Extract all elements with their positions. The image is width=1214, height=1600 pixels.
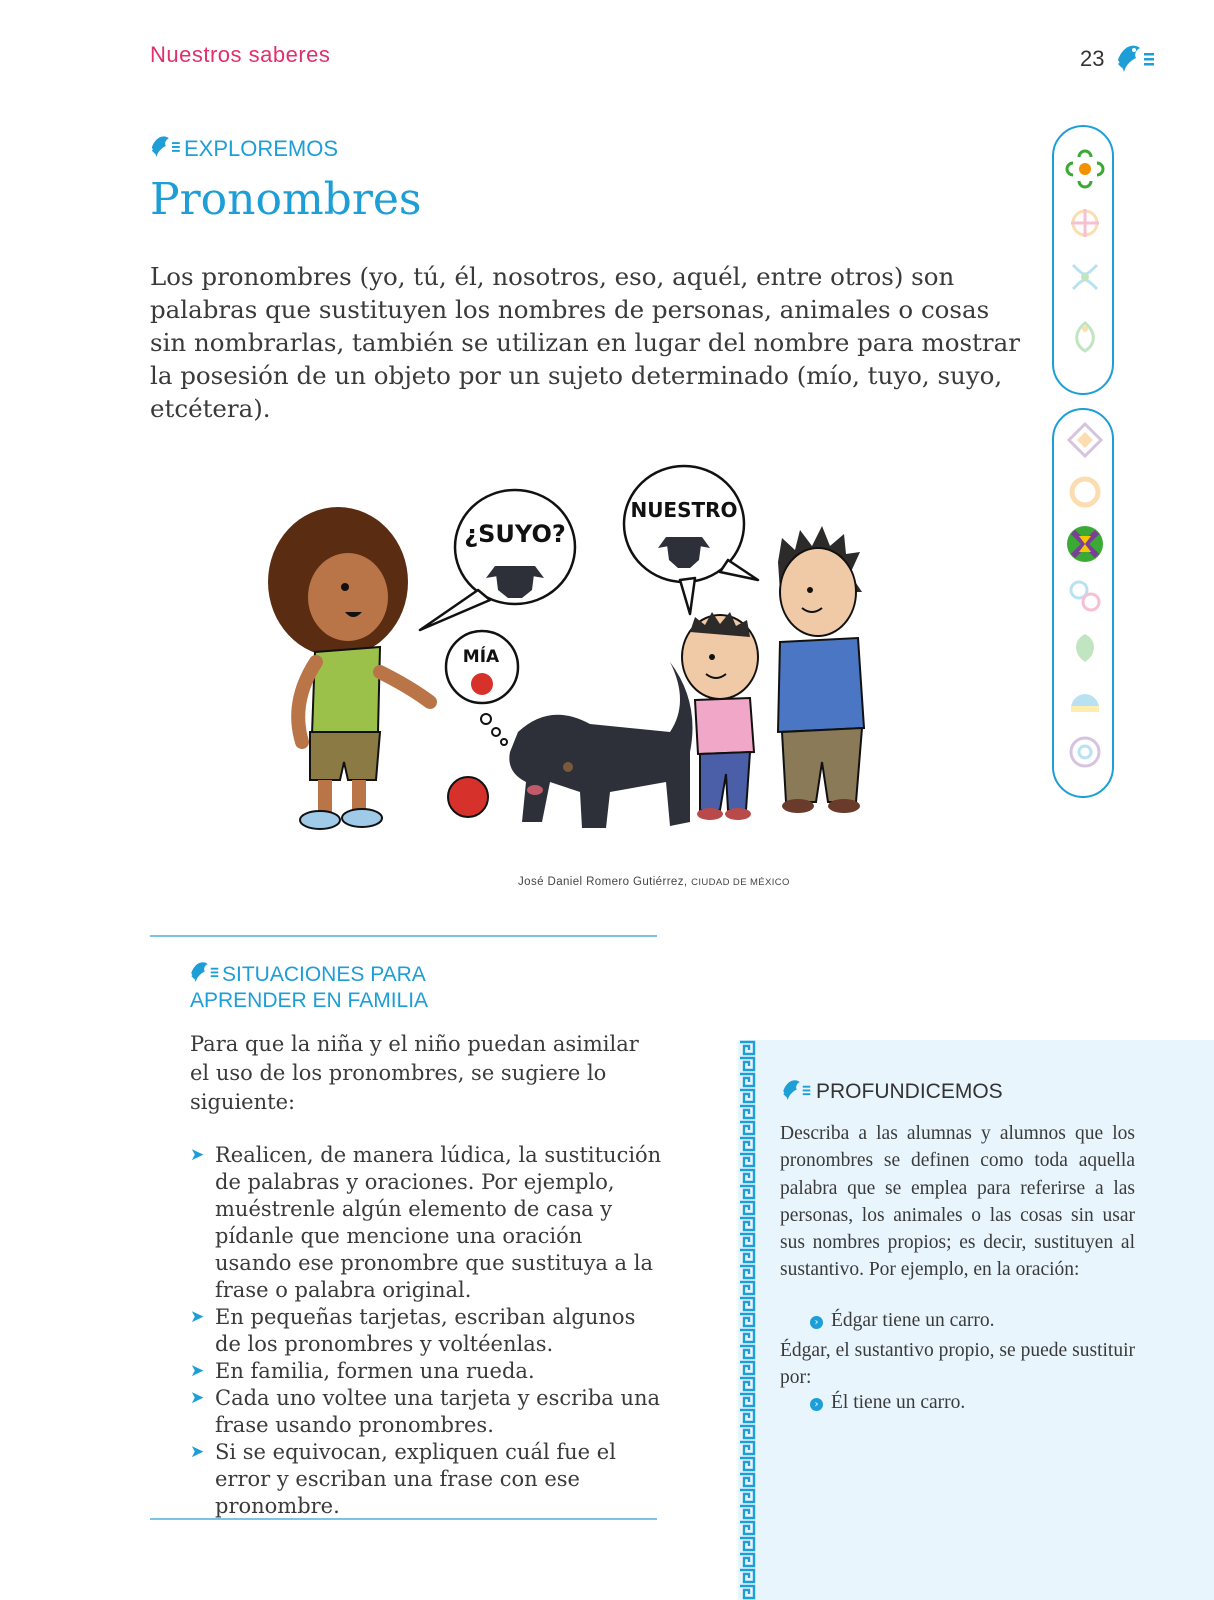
girl-figure [268, 507, 430, 829]
list-item: ➤ En familia, formen una rueda. [190, 1359, 535, 1383]
intro-paragraph: Los pronombres (yo, tú, él, nosotros, eso, aquél, entre otros) son palabras que sustituyen los nombres de personas, animales o cosas sin nombrarlas, también se utilizan en lugar del nombre para mostrar la posesión de un objeto por un sujeto determinado (mío, tuyo, suyo, etcétera). [150, 262, 1020, 423]
dog-figure [509, 662, 692, 828]
family-intro: Para que la niña y el niño puedan asimilar el uso de los pronombres, se sugiere lo siguiente: [190, 1032, 639, 1114]
family-label: SITUACIONES PARA APRENDER EN FAMILIA [190, 963, 429, 1012]
list-item: ➤ Cada uno voltee una tarjeta y escriba una frase usando pronombres. [190, 1386, 661, 1437]
page-number: 23 [1080, 46, 1105, 71]
bullet-icon: › [810, 1316, 823, 1329]
speech-bubble-nuestro [624, 466, 758, 614]
vida-saludable-icon [1065, 628, 1105, 668]
inclusion-icon [1065, 420, 1105, 460]
red-ball [448, 777, 488, 817]
arrow-icon: ➤ [190, 1388, 205, 1408]
artes-icon [1065, 732, 1105, 772]
greca-border [738, 1040, 756, 1600]
lectura-icon [1065, 680, 1105, 720]
pensamiento-critico-icon [1065, 472, 1105, 512]
speech-bubble-suyo [420, 490, 575, 630]
credit-place: CIUDAD DE MÉXICO [691, 877, 790, 888]
thought-bubble-mia [446, 631, 518, 745]
deepen-example-2: › Él tiene un carro. [810, 1392, 965, 1414]
divider-top [150, 935, 657, 937]
explore-label: EXPLOREMOS [184, 136, 339, 161]
hummingbird-icon [148, 132, 182, 160]
interculturalidad-icon [1065, 524, 1105, 564]
pronouns-illustration [250, 462, 910, 852]
divider-bottom [150, 1518, 657, 1520]
etica-icon [1065, 257, 1105, 297]
bullet-icon: › [810, 1398, 823, 1411]
tall-boy-figure [778, 526, 864, 813]
deepen-label: PROFUNDICEMOS [816, 1080, 1003, 1103]
campos-formativos-panel [1052, 125, 1114, 395]
list-item: ➤ Si se equivocan, expliquen cuál fue el error y escriban una frase con ese pronombre. [190, 1440, 616, 1518]
deepen-text-1: Describa a las alumnas y alumnos que los pronombres se definen como toda aquella palabra que se emplea para referirse a las personas, los animales o las cosas sin usar sus nombres propios; es decir, sustituyen al sustantivo. Por ejemplo, en la oración: [780, 1123, 1135, 1281]
hummingbird-icon [188, 958, 220, 985]
bubble-suyo-text: ¿SUYO? [464, 520, 566, 548]
arrow-icon: ➤ [190, 1442, 205, 1462]
lenguajes-icon [1065, 149, 1105, 189]
deepen-text-2: Édgar, el sustantivo propio, se puede sustituir por: [780, 1340, 1135, 1389]
list-item: ➤ En pequeñas tarjetas, escriban algunos de los pronombres y voltéenlas. [190, 1305, 636, 1356]
section-header: Nuestros saberes [150, 42, 331, 67]
arrow-icon: ➤ [190, 1361, 205, 1381]
arrow-icon: ➤ [190, 1307, 205, 1327]
arrow-icon: ➤ [190, 1145, 205, 1165]
humano-icon [1065, 317, 1105, 357]
family-list [190, 1142, 665, 1520]
bubble-nuestro-text: NUESTRO [630, 498, 738, 522]
saberes-icon [1065, 203, 1105, 243]
illustration-credit [518, 876, 790, 888]
list-item: ➤ Realicen, de manera lúdica, la sustitución de palabras y oraciones. Por ejemplo, muéstrenle algún elemento de casa y pídanle que mencione una oración usando ese pronombre que sustituya a la frase o palabra original. [190, 1143, 662, 1302]
deepen-example-1: › Édgar tiene un carro. [810, 1310, 995, 1332]
bubble-mia-text: MÍA [462, 647, 500, 667]
hummingbird-icon [780, 1076, 812, 1103]
ejes-articuladores-panel [1052, 408, 1114, 798]
igualdad-icon [1065, 576, 1105, 616]
hummingbird-icon [1114, 40, 1156, 76]
credit-name: José Daniel Romero Gutiérrez, [518, 876, 688, 888]
small-boy-figure [682, 612, 758, 820]
page-title: Pronombres [150, 174, 422, 225]
